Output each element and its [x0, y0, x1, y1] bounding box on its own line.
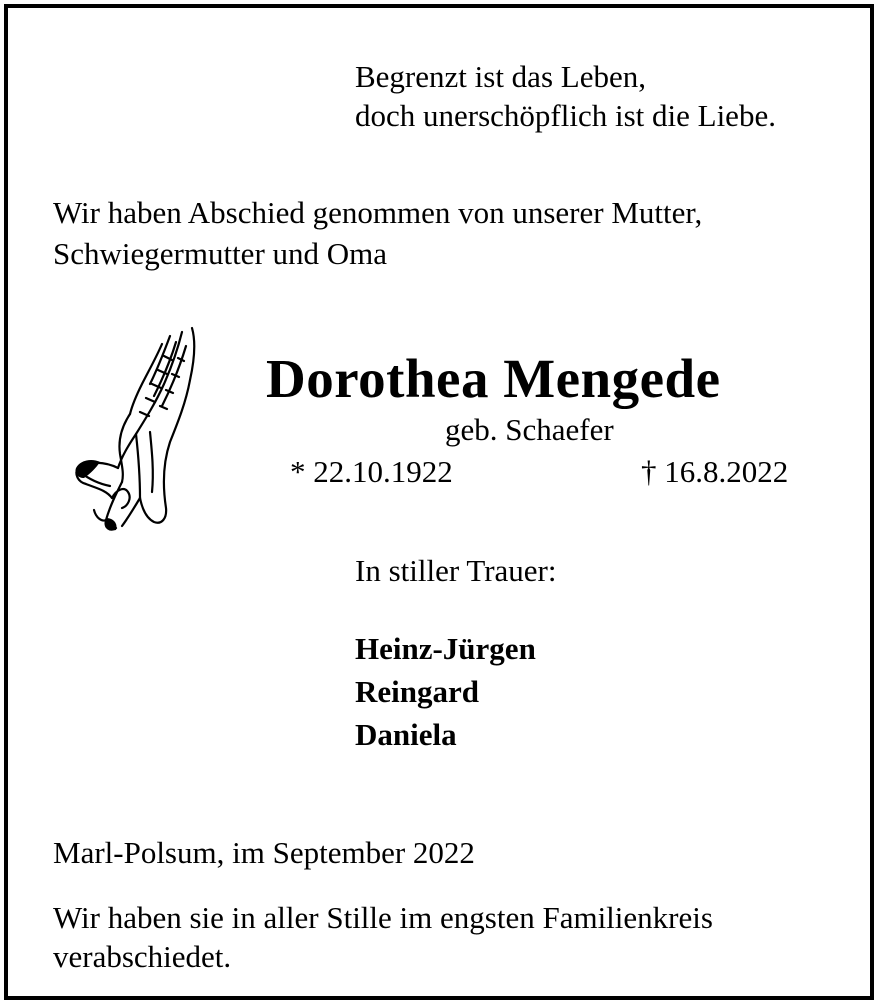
- death-date: † 16.8.2022: [641, 454, 789, 489]
- praying-hands-icon: [66, 322, 201, 534]
- mourner-name: Daniela: [355, 717, 457, 752]
- closing-line-2: verabschiedet.: [53, 939, 232, 974]
- mourning-heading: In stiller Trauer:: [355, 553, 557, 588]
- birth-date: * 22.10.1922: [290, 454, 453, 489]
- motto-line-1: Begrenzt ist das Leben,: [355, 59, 646, 94]
- place-date: Marl-Polsum, im September 2022: [53, 835, 475, 870]
- mourner-name: Reingard: [355, 674, 479, 709]
- closing-line-1: Wir haben sie in aller Stille im engsten Familienkreis: [53, 900, 713, 935]
- intro-line-1: Wir haben Abschied genommen von unserer Mutter,: [53, 195, 703, 230]
- deceased-name: Dorothea Mengede: [266, 348, 721, 409]
- obituary-notice: [4, 4, 874, 1000]
- motto-line-2: doch unerschöpflich ist die Liebe.: [355, 98, 776, 133]
- mourner-name: Heinz-Jürgen: [355, 631, 536, 666]
- maiden-name: geb. Schaefer: [445, 412, 614, 447]
- intro-line-2: Schwiegermutter und Oma: [53, 236, 388, 271]
